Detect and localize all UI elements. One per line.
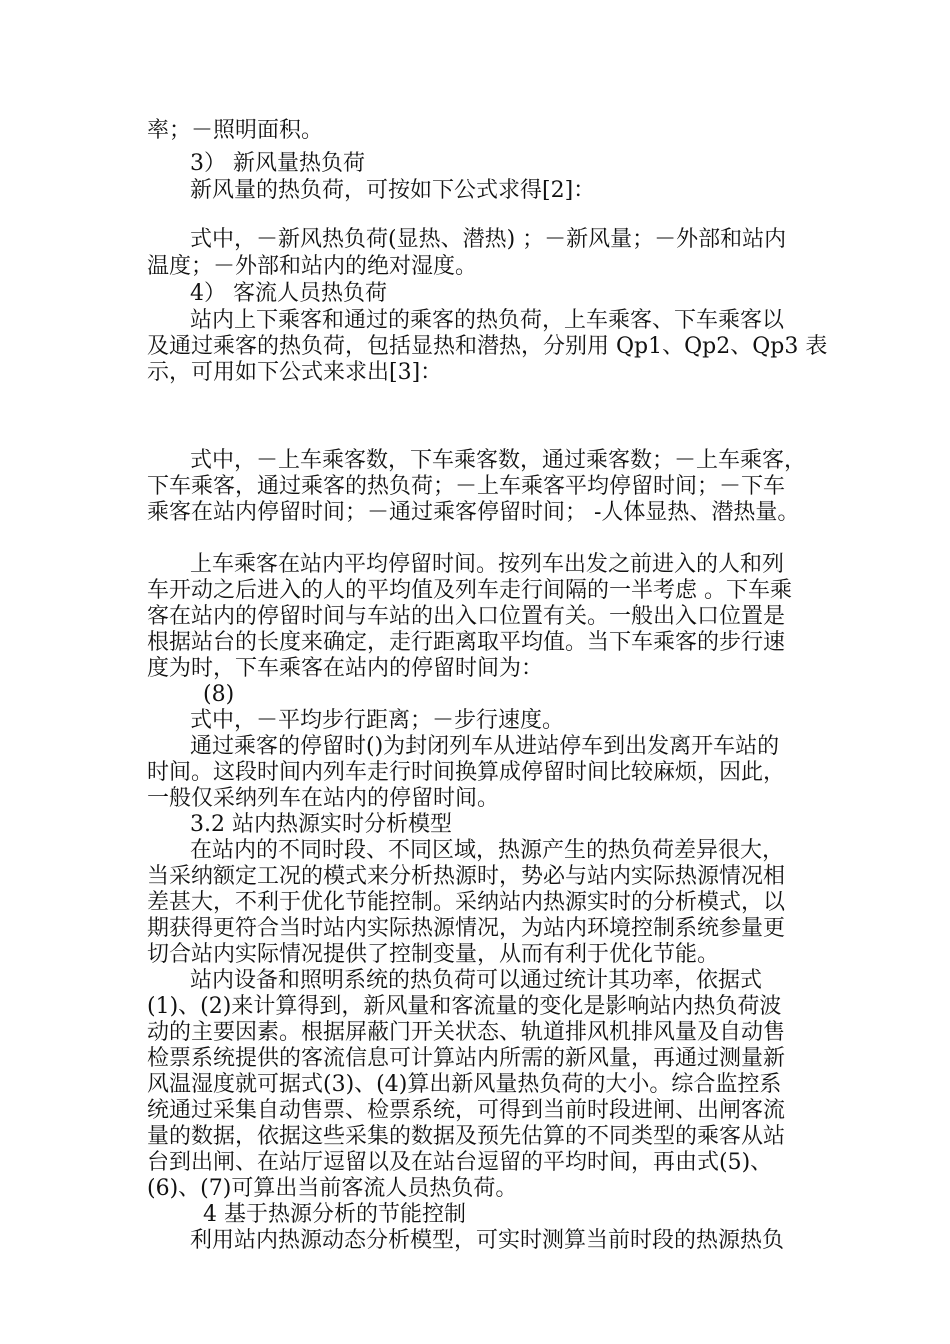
section-heading: 4 基于热源分析的节能控制 <box>203 1202 466 1227</box>
text-line: 新风量的热负荷，可按如下公式求得[2]： <box>190 178 596 203</box>
text-line: 式中，－上车乘客数，下车乘客数，通过乘客数；－上车乘客， <box>190 448 807 473</box>
text-line: 度为时，下车乘客在站内的停留时间为： <box>147 656 544 681</box>
text-line: 量的数据，依据这些采集的数据及预先估算的不同类型的乘客从站 <box>147 1124 786 1149</box>
text-line: 台到出闸、在站厅逗留以及在站台逗留的平均时间，再由式(5)、 <box>147 1150 773 1175</box>
text-line: 统通过采集自动售票、检票系统，可得到当前时段进闸、出闸客流 <box>147 1098 786 1123</box>
text-line: 风温湿度就可据式(3)、(4)算出新风量热负荷的大小。综合监控系 <box>147 1072 782 1097</box>
text-line: 期获得更符合当时站内实际热源情况，为站内环境控制系统参量更 <box>147 916 786 941</box>
text-line: 在站内的不同时段、不同区域，热源产生的热负荷差异很大， <box>190 838 785 863</box>
text-line: 利用站内热源动态分析模型，可实时测算当前时段的热源热负 <box>190 1228 785 1253</box>
text-line: 时间。这段时间内列车走行时间换算成停留时间比较麻烦，因此， <box>147 760 786 785</box>
text-line: 示，可用如下公式来求出[3]： <box>147 360 443 385</box>
text-line: 乘客在站内停留时间；－通过乘客停留时间； -人体显热、潜热量。 <box>147 500 800 525</box>
text-line: 通过乘客的停留时()为封闭列车从进站停车到出发离开车站的 <box>190 734 780 759</box>
text-line: 车开动之后进入的人的平均值及列车走行间隔的一半考虑 。下车乘 <box>147 578 792 603</box>
text-line: 站内上下乘客和通过的乘客的热负荷，上车乘客、下车乘客以 <box>190 308 785 333</box>
text-line: 切合站内实际情况提供了控制变量，从而有利于优化节能。 <box>147 942 720 967</box>
text-line: (6)、(7)可算出当前客流人员热负荷。 <box>147 1176 518 1201</box>
text-line: 温度；－外部和站内的绝对湿度。 <box>147 254 478 279</box>
text-line: 率；－照明面积。 <box>147 118 324 143</box>
text-line: 上车乘客在站内平均停留时间。按列车出发之前进入的人和列 <box>190 552 785 577</box>
subsection-heading: 3） 新风量热负荷 <box>190 151 365 176</box>
text-line: 当采纳额定工况的模式来分析热源时，势必与站内实际热源情况相 <box>147 864 786 889</box>
text-line: 一般仅采纳列车在站内的停留时间。 <box>147 786 500 811</box>
text-line: 客在站内的停留时间与车站的出入口位置有关。一般出入口位置是 <box>147 604 786 629</box>
section-heading: 3.2 站内热源实时分析模型 <box>190 812 452 837</box>
text-line: 式中，－新风热负荷(显热、潜热) ；－新风量；－外部和站内 <box>190 227 787 252</box>
text-line: 及通过乘客的热负荷，包括显热和潜热，分别用 Qp1、Qp2、Qp3 表 <box>147 334 828 359</box>
subsection-heading: 4） 客流人员热负荷 <box>190 281 387 306</box>
text-line: 差甚大，不利于优化节能控制。采纳站内热源实时的分析模式，以 <box>147 890 786 915</box>
text-line: 式中，－平均步行距离；－步行速度。 <box>190 708 565 733</box>
text-line: 动的主要因素。根据屏蔽门开关状态、轨道排风机排风量及自动售 <box>147 1020 786 1045</box>
text-line: (1)、(2)来计算得到，新风量和客流量的变化是影响站内热负荷波 <box>147 994 782 1019</box>
text-line: 下车乘客，通过乘客的热负荷；－上车乘客平均停留时间；－下车 <box>147 474 786 499</box>
text-line: 根据站台的长度来确定，走行距离取平均值。当下车乘客的步行速 <box>147 630 786 655</box>
text-line: 检票系统提供的客流信息可计算站内所需的新风量，再通过测量新 <box>147 1046 786 1071</box>
text-line: 站内设备和照明系统的热负荷可以通过统计其功率，依据式 <box>190 968 763 993</box>
equation-number: (8) <box>203 682 235 707</box>
